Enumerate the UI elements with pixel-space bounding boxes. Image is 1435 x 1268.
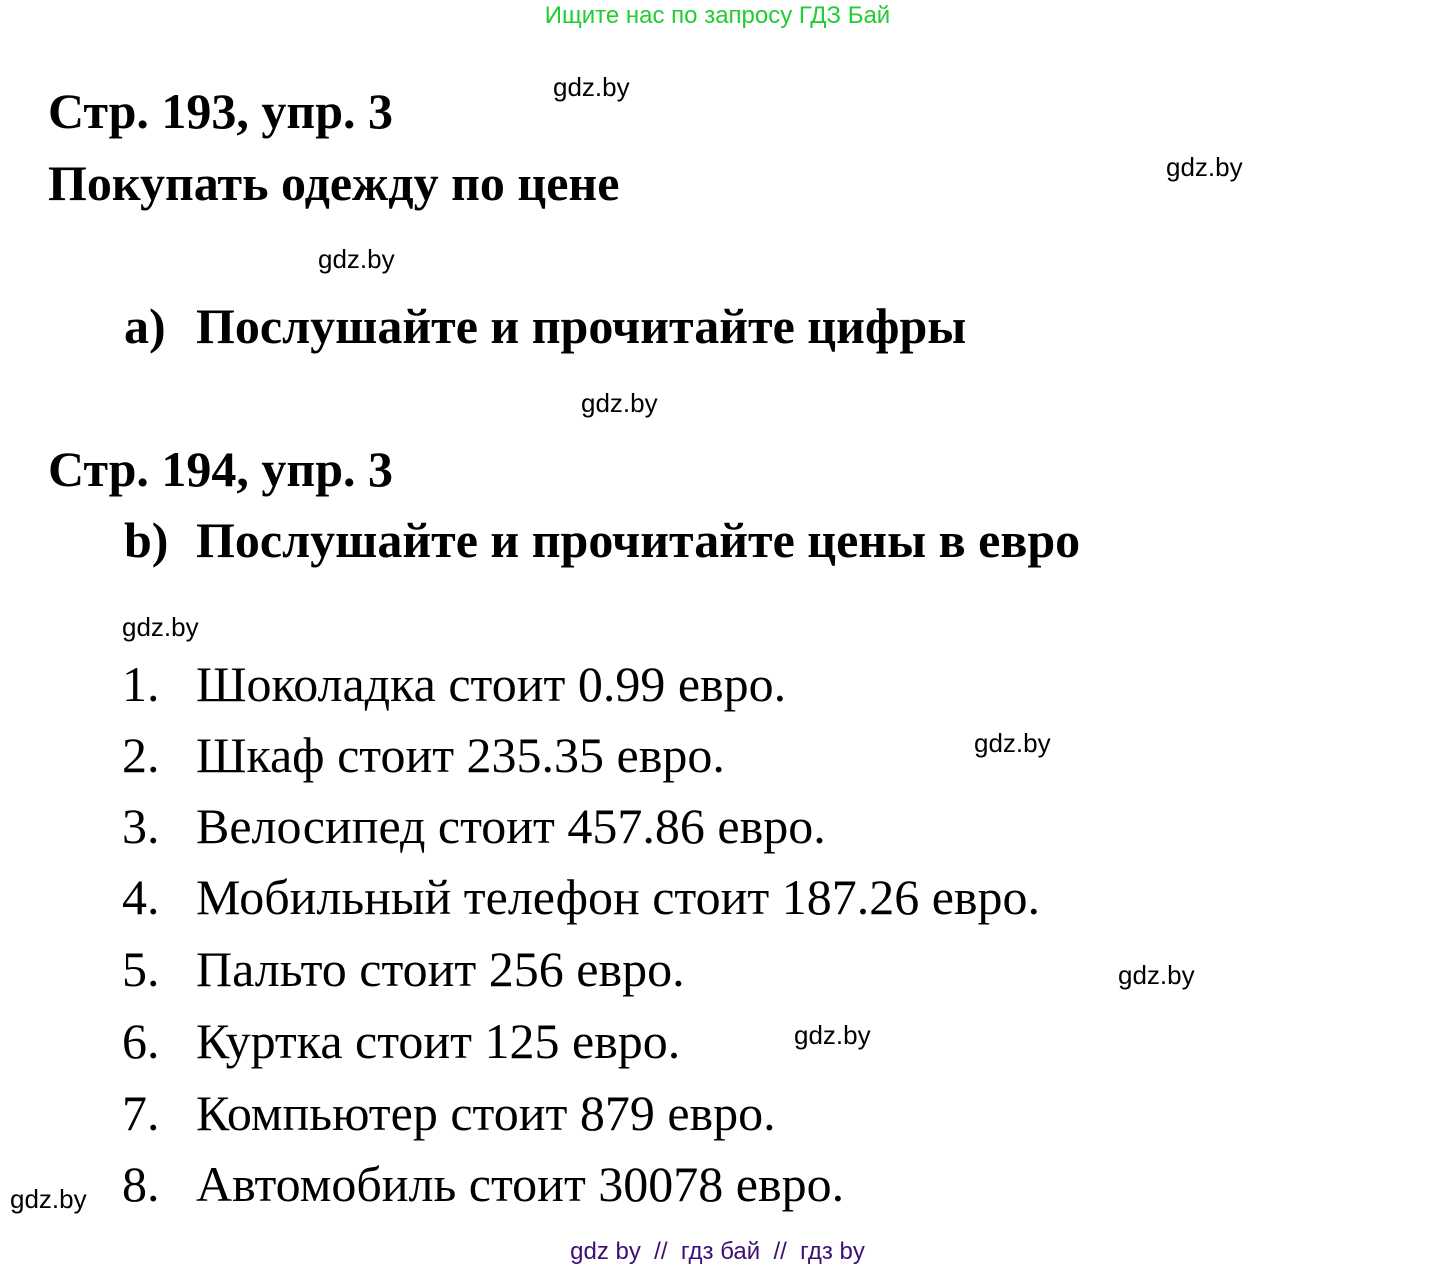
task-b-text: Послушайте и прочитайте цены в евро — [196, 512, 1081, 568]
list-item — [122, 726, 725, 784]
list-item — [122, 940, 685, 998]
watermark: gdz.by — [1166, 152, 1243, 182]
task-a-label: a) — [124, 298, 166, 354]
exercise-title: Покупать одежду по цене — [48, 155, 620, 211]
item-number: 1. — [122, 656, 160, 712]
item-text: Компьютер стоит 879 евро. — [196, 1085, 776, 1141]
item-number: 4. — [122, 869, 160, 925]
item-text: Пальто стоит 256 евро. — [196, 941, 685, 997]
list-item — [122, 797, 826, 855]
list-item — [122, 1084, 776, 1142]
page-heading-193: Стр. 193, упр. 3 — [48, 83, 394, 139]
task-b — [124, 511, 1080, 569]
watermark: gdz.by — [553, 72, 630, 102]
item-number: 8. — [122, 1156, 160, 1212]
item-text: Мобильный телефон стоит 187.26 евро. — [196, 869, 1041, 925]
item-number: 5. — [122, 941, 160, 997]
page-heading-194: Стр. 194, упр. 3 — [48, 441, 394, 497]
item-text: Велосипед стоит 457.86 евро. — [196, 798, 826, 854]
item-text: Куртка стоит 125 евро. — [196, 1013, 681, 1069]
item-number: 6. — [122, 1013, 160, 1069]
footer-links[interactable]: gdz by // гдз бай // гдз by — [570, 1238, 865, 1265]
task-a-text: Послушайте и прочитайте цифры — [196, 298, 967, 354]
top-banner[interactable]: Ищите нас по запросу ГДЗ Бай — [544, 2, 891, 29]
list-item — [122, 1012, 680, 1070]
item-text: Шкаф стоит 235.35 евро. — [196, 727, 725, 783]
list-item — [122, 655, 786, 713]
list-item — [122, 1155, 844, 1213]
task-a — [124, 297, 966, 355]
item-number: 2. — [122, 727, 160, 783]
list-item — [122, 868, 1040, 926]
task-b-label: b) — [124, 512, 169, 568]
watermark: gdz.by — [122, 612, 199, 642]
watermark: gdz.by — [581, 388, 658, 418]
watermark: gdz.by — [1118, 960, 1195, 990]
watermark: gdz.by — [974, 728, 1051, 758]
item-text: Шоколадка стоит 0.99 евро. — [196, 656, 787, 712]
item-text: Автомобиль стоит 30078 евро. — [196, 1156, 845, 1212]
watermark: gdz.by — [10, 1184, 87, 1214]
watermark: gdz.by — [794, 1020, 871, 1050]
item-number: 7. — [122, 1085, 160, 1141]
item-number: 3. — [122, 798, 160, 854]
watermark: gdz.by — [318, 244, 395, 274]
